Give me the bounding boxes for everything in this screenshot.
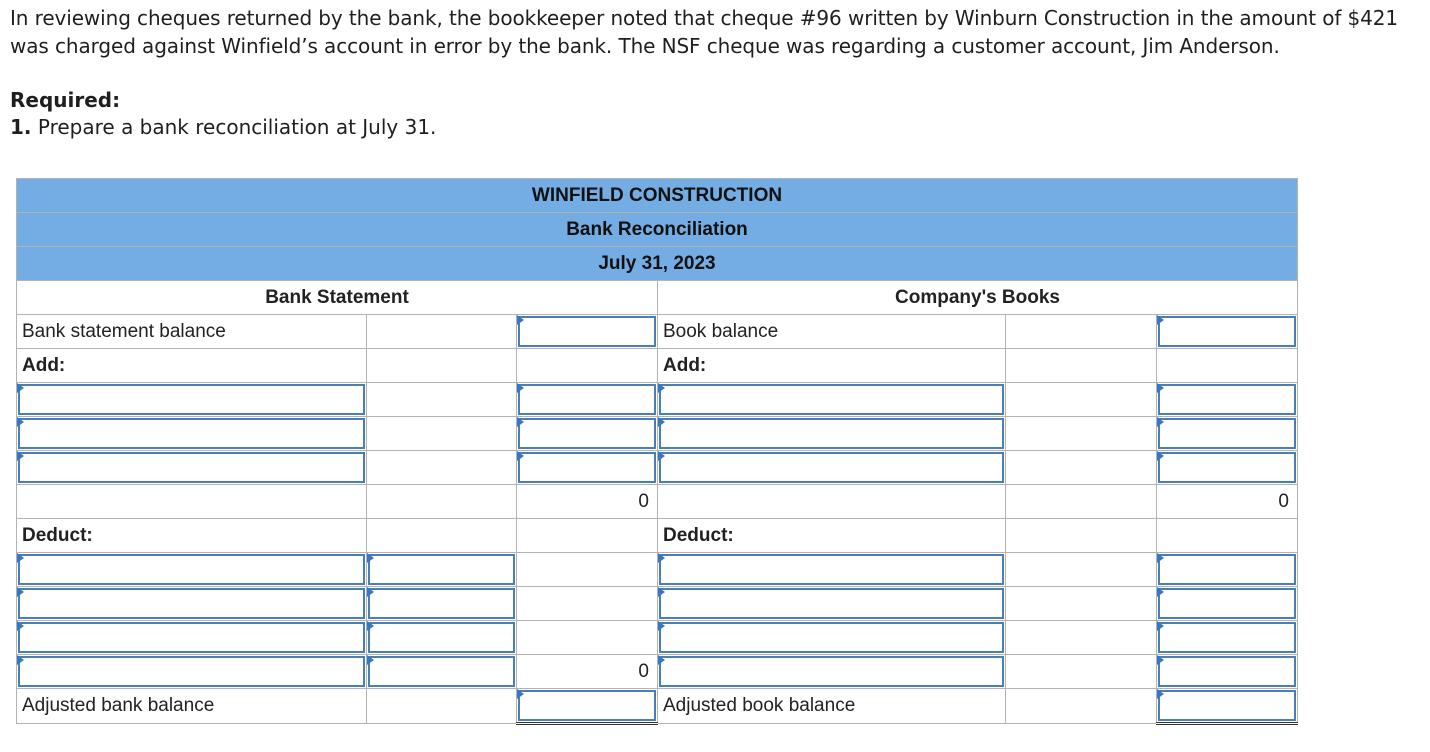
books-add-amount-input[interactable] (1157, 451, 1298, 485)
empty-cell (1006, 383, 1157, 417)
empty-cell (1157, 349, 1298, 383)
empty-cell (1006, 519, 1157, 553)
adjusted-book-balance-input[interactable] (1157, 689, 1298, 724)
bank-deduct-description-input[interactable] (17, 587, 367, 621)
required-item-text: Prepare a bank reconciliation at July 31. (31, 115, 437, 139)
books-add-description-input[interactable] (658, 451, 1006, 485)
empty-cell (367, 485, 517, 519)
required-item-number: 1. (10, 115, 32, 139)
statement-date: July 31, 2023 (17, 247, 1298, 281)
statement-title: Bank Reconciliation (17, 213, 1298, 247)
empty-cell (1006, 621, 1157, 655)
books-deduct-description-input[interactable] (658, 621, 1006, 655)
empty-cell (1006, 451, 1157, 485)
empty-cell (367, 417, 517, 451)
bank-deduct-amount-input[interactable] (367, 621, 517, 655)
bank-add-amount-input[interactable] (517, 451, 658, 485)
books-add-amount-input[interactable] (1157, 417, 1298, 451)
bank-add-description-input[interactable] (17, 451, 367, 485)
empty-cell (1006, 349, 1157, 383)
company-books-header: Company's Books (658, 281, 1298, 315)
empty-cell (1157, 519, 1298, 553)
empty-cell (1006, 417, 1157, 451)
bank-statement-header: Bank Statement (17, 281, 658, 315)
required-heading: Required: (10, 88, 121, 112)
books-deduct-label: Deduct: (658, 519, 1006, 553)
books-deduct-amount-input[interactable] (1157, 655, 1298, 689)
empty-cell (1006, 655, 1157, 689)
bank-add-amount-input[interactable] (517, 383, 658, 417)
bank-deduct-description-input[interactable] (17, 553, 367, 587)
required-item (10, 114, 436, 141)
books-deduct-description-input[interactable] (658, 553, 1006, 587)
empty-cell (517, 553, 658, 587)
bank-balance-label: Bank statement balance (17, 315, 367, 349)
empty-cell (517, 621, 658, 655)
empty-cell (367, 315, 517, 349)
empty-cell (367, 383, 517, 417)
books-add-subtotal: 0 (1157, 485, 1298, 519)
adjusted-book-balance-label: Adjusted book balance (658, 689, 1006, 724)
book-balance-label: Book balance (658, 315, 1006, 349)
bank-deduct-amount-input[interactable] (367, 655, 517, 689)
bank-add-description-input[interactable] (17, 383, 367, 417)
empty-cell (367, 451, 517, 485)
adjusted-bank-balance-input[interactable] (517, 689, 658, 724)
books-add-label: Add: (658, 349, 1006, 383)
bank-add-subtotal: 0 (517, 485, 658, 519)
books-deduct-amount-input[interactable] (1157, 621, 1298, 655)
books-deduct-description-input[interactable] (658, 587, 1006, 621)
book-balance-input[interactable] (1157, 315, 1298, 349)
books-add-description-input[interactable] (658, 417, 1006, 451)
books-add-description-input[interactable] (658, 383, 1006, 417)
bank-add-label: Add: (17, 349, 367, 383)
empty-cell (1006, 553, 1157, 587)
empty-cell (1006, 485, 1157, 519)
empty-cell (658, 485, 1006, 519)
empty-cell (517, 349, 658, 383)
bank-deduct-subtotal: 0 (517, 655, 658, 689)
books-deduct-amount-input[interactable] (1157, 587, 1298, 621)
empty-cell (367, 689, 517, 724)
bank-deduct-description-input[interactable] (17, 621, 367, 655)
empty-cell (367, 519, 517, 553)
company-name: WINFIELD CONSTRUCTION (17, 179, 1298, 213)
empty-cell (367, 349, 517, 383)
empty-cell (1006, 689, 1157, 724)
bank-deduct-amount-input[interactable] (367, 553, 517, 587)
empty-cell (1006, 587, 1157, 621)
bank-deduct-description-input[interactable] (17, 655, 367, 689)
problem-paragraph: In reviewing cheques returned by the bank, the bookkeeper noted that cheque #96 written by Winburn Construction in the amount of $421 was charged against Winfield’s account in error by the bank. The NSF cheque was regarding a customer account, Jim Anderson. (10, 6, 1399, 58)
bank-balance-input[interactable] (517, 315, 658, 349)
books-deduct-amount-input[interactable] (1157, 553, 1298, 587)
required-section (10, 87, 436, 141)
bank-add-amount-input[interactable] (517, 417, 658, 451)
bank-deduct-label: Deduct: (17, 519, 367, 553)
books-deduct-description-input[interactable] (658, 655, 1006, 689)
empty-cell (17, 485, 367, 519)
problem-text (10, 4, 1420, 60)
empty-cell (1006, 315, 1157, 349)
books-add-amount-input[interactable] (1157, 383, 1298, 417)
empty-cell (517, 519, 658, 553)
empty-cell (517, 587, 658, 621)
adjusted-bank-balance-label: Adjusted bank balance (17, 689, 367, 724)
bank-add-description-input[interactable] (17, 417, 367, 451)
bank-deduct-amount-input[interactable] (367, 587, 517, 621)
bank-reconciliation-table (16, 178, 1298, 725)
